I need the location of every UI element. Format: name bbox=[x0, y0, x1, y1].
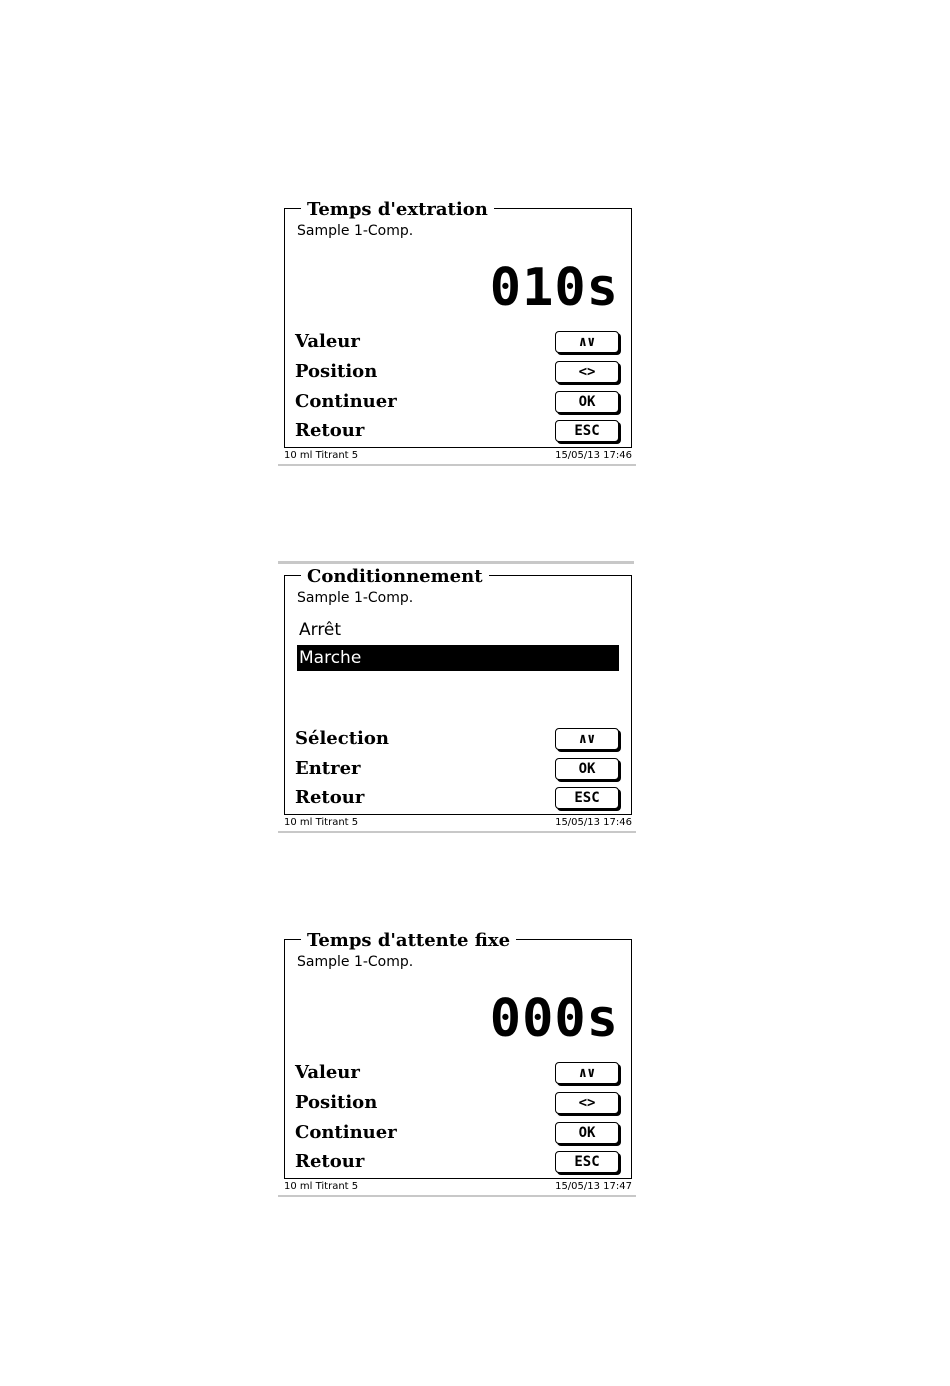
left-right-key[interactable]: <> bbox=[555, 1092, 619, 1114]
up-down-key[interactable]: ∧∨ bbox=[555, 728, 619, 750]
date-time: 15/05/13 17:46 bbox=[555, 450, 632, 461]
divider bbox=[278, 561, 634, 564]
row-label: Retour bbox=[295, 787, 365, 808]
status-bar bbox=[278, 1181, 636, 1197]
row-label: Valeur bbox=[295, 1062, 360, 1083]
row-label: Continuer bbox=[295, 391, 397, 412]
titrant-info: 10 ml Titrant 5 bbox=[284, 1181, 359, 1192]
screen-conditioning bbox=[278, 561, 636, 833]
date-time: 15/05/13 17:47 bbox=[555, 1181, 632, 1192]
time-value-field[interactable]: 010s bbox=[489, 258, 619, 318]
dialog-panel bbox=[284, 930, 632, 1179]
row-label: Sélection bbox=[295, 728, 389, 749]
row-label: Retour bbox=[295, 1151, 365, 1172]
row-label: Retour bbox=[295, 420, 365, 441]
ok-key[interactable]: OK bbox=[555, 758, 619, 780]
titrant-info: 10 ml Titrant 5 bbox=[284, 450, 359, 461]
row-back bbox=[295, 418, 619, 444]
method-name: Sample 1-Comp. bbox=[297, 590, 414, 606]
row-label: Continuer bbox=[295, 1122, 397, 1143]
screen-fixed-wait-time bbox=[278, 931, 636, 1197]
row-back bbox=[295, 785, 619, 811]
row-label: Entrer bbox=[295, 758, 361, 779]
row-back bbox=[295, 1149, 619, 1175]
row-value bbox=[295, 329, 619, 355]
row-position bbox=[295, 359, 619, 385]
row-enter bbox=[295, 756, 619, 782]
ok-key[interactable]: OK bbox=[555, 391, 619, 413]
row-label: Valeur bbox=[295, 331, 360, 352]
row-selection bbox=[295, 726, 619, 752]
titrant-info: 10 ml Titrant 5 bbox=[284, 817, 359, 828]
row-label: Position bbox=[295, 1092, 378, 1113]
screen-extraction-time bbox=[278, 200, 636, 466]
esc-key[interactable]: ESC bbox=[555, 420, 619, 442]
left-right-key[interactable]: <> bbox=[555, 361, 619, 383]
option-on[interactable]: Marche bbox=[297, 645, 619, 671]
status-bar bbox=[278, 450, 636, 466]
esc-key[interactable]: ESC bbox=[555, 1151, 619, 1173]
dialog-title: Temps d'attente fixe bbox=[301, 932, 516, 950]
row-label: Position bbox=[295, 361, 378, 382]
up-down-key[interactable]: ∧∨ bbox=[555, 331, 619, 353]
dialog-title: Conditionnement bbox=[301, 568, 489, 586]
time-value-field[interactable]: 000s bbox=[489, 989, 619, 1049]
up-down-key[interactable]: ∧∨ bbox=[555, 1062, 619, 1084]
dialog-panel bbox=[284, 199, 632, 448]
row-position bbox=[295, 1090, 619, 1116]
status-bar bbox=[278, 817, 636, 833]
dialog-title: Temps d'extration bbox=[301, 201, 494, 219]
date-time: 15/05/13 17:46 bbox=[555, 817, 632, 828]
method-name: Sample 1-Comp. bbox=[297, 223, 414, 239]
row-continue bbox=[295, 389, 619, 415]
method-name: Sample 1-Comp. bbox=[297, 954, 414, 970]
dialog-panel bbox=[284, 566, 632, 815]
option-off[interactable]: Arrêt bbox=[299, 620, 342, 640]
row-continue bbox=[295, 1120, 619, 1146]
ok-key[interactable]: OK bbox=[555, 1122, 619, 1144]
esc-key[interactable]: ESC bbox=[555, 787, 619, 809]
row-value bbox=[295, 1060, 619, 1086]
